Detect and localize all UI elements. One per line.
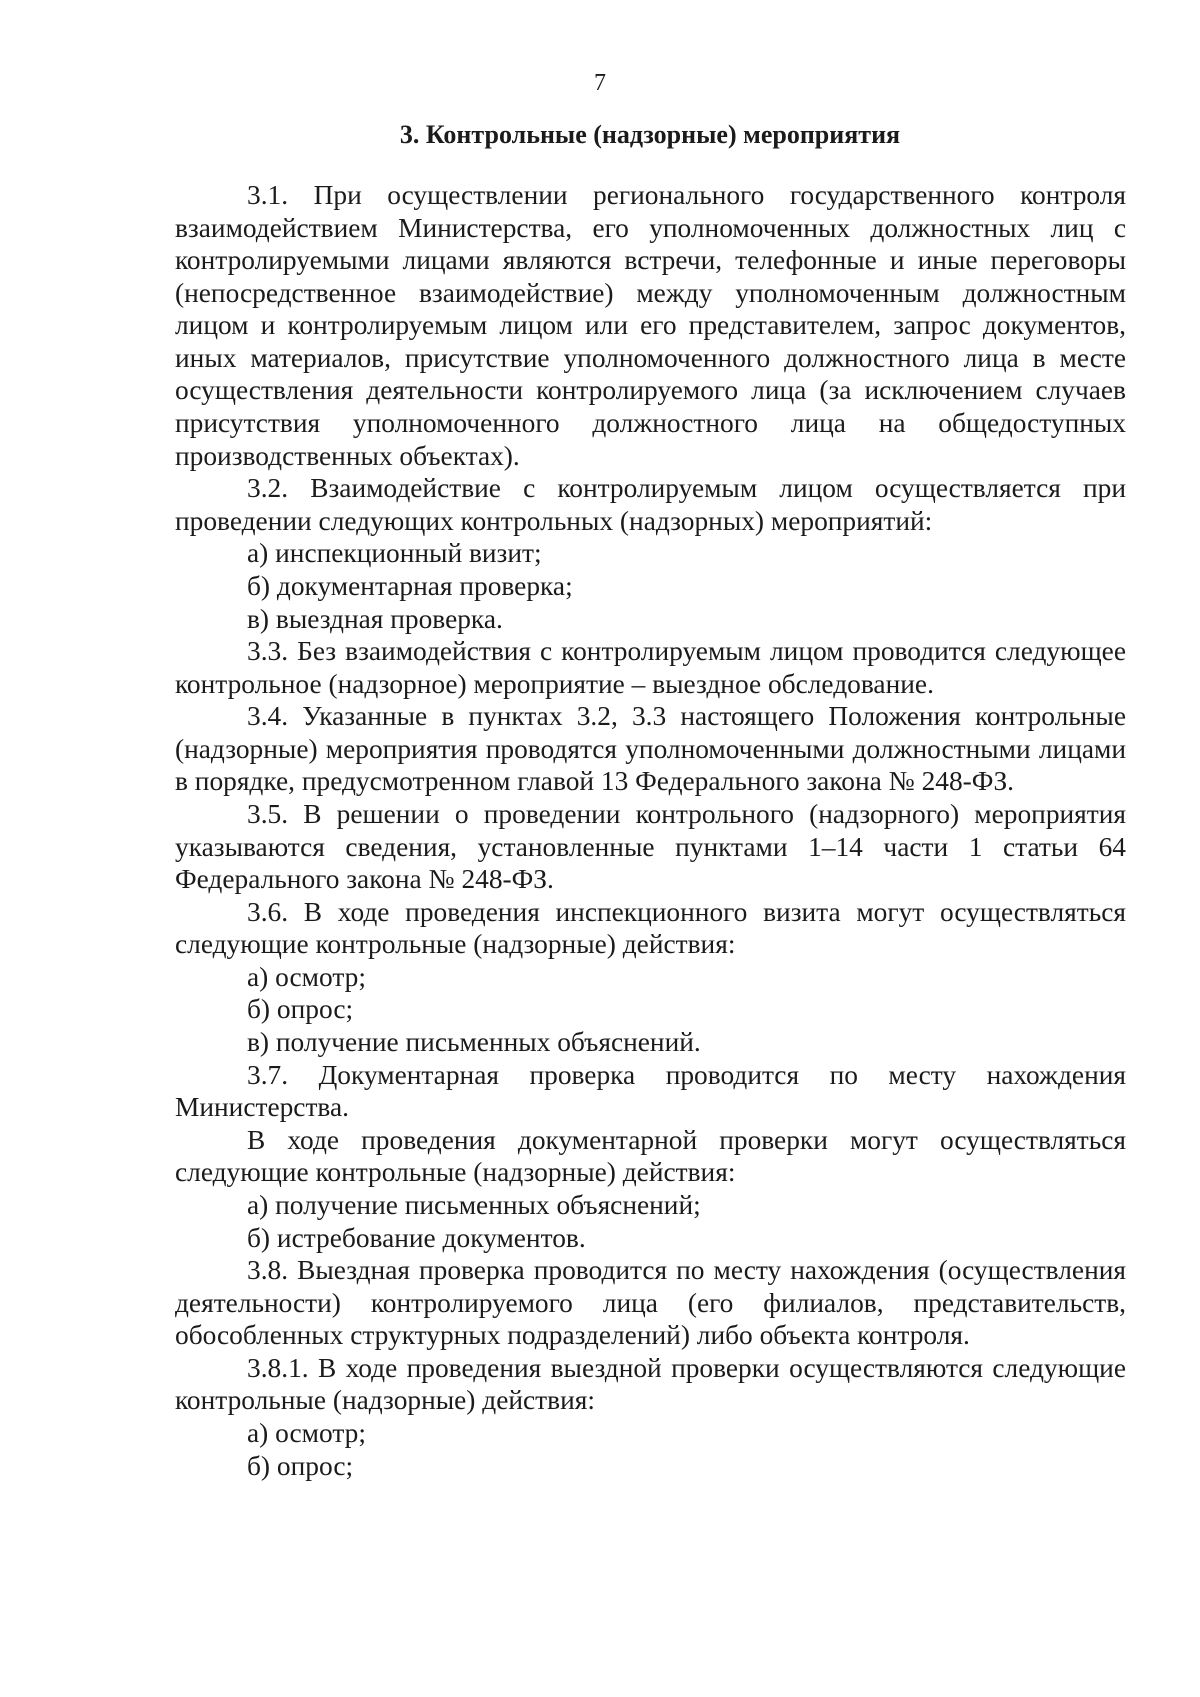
list-item: а) получение письменных объяснений;: [247, 1189, 701, 1220]
list-item: а) осмотр;: [247, 1417, 366, 1448]
paragraph: 3.7. Документарная проверка проводится по месту нахождения Министерства.: [175, 1059, 1126, 1123]
list-item: в) получение письменных объяснений.: [247, 1027, 701, 1058]
paragraph: 3.5. В решении о проведении контрольного (надзорного) мероприятия указываются сведения, установленные пунктами 1–14 части 1 статьи 64 Федерального закона № 248-ФЗ.: [175, 798, 1126, 895]
list-item: б) опрос;: [247, 994, 354, 1025]
list-item: в) выездная проверка.: [247, 603, 503, 634]
list-item: б) опрос;: [247, 1450, 354, 1481]
list-item: б) документарная проверка;: [247, 570, 573, 601]
paragraph: 3.4. Указанные в пунктах 3.2, 3.3 настоящего Положения контрольные (надзорные) мероприятия проводятся уполномоченными должностными лицами в порядке, предусмотренном главой 13 Федерального закона № 248-ФЗ.: [175, 701, 1126, 797]
paragraph: 3.6. В ходе проведения инспекционного визита могут осуществляться следующие контрольные (надзорные) действия:: [175, 896, 1126, 960]
paragraph: 3.2. Взаимодействие с контролируемым лицом осуществляется при проведении следующих контрольных (надзорных) мероприятий:: [175, 473, 1126, 536]
paragraph: 3.1. При осуществлении регионального государственного контроля взаимодействием Министерства, его уполномоченных должностных лиц с контролируемыми лицами являются встречи, телефонные и иные переговоры (непосредственное взаимодействие) между уполномоченным должностным лицом и контролируемым лицом или его представителем, запрос документов, иных материалов, присутствие уполномоченного должностного лица в месте осуществления деятельности контролируемого лица (за исключением случаев присутствия уполномоченного должностного лица на общедоступных производственных объектах).: [175, 180, 1126, 471]
section-heading: 3. Контрольные (надзорные) мероприятия: [399, 120, 901, 149]
page-number: 7: [594, 70, 606, 96]
list-item: б) истребование документов.: [247, 1222, 586, 1253]
document-body: [175, 179, 1126, 1482]
list-item: а) инспекционный визит;: [247, 538, 542, 569]
paragraph: 3.8. Выездная проверка проводится по месту нахождения (осуществления деятельности) контролируемого лица (его филиалов, представительств, обособленных структурных подразделений) либо объекта контроля.: [175, 1255, 1126, 1351]
list-item: а) осмотр;: [247, 961, 366, 992]
paragraph: 3.8.1. В ходе проведения выездной проверки осуществляются следующие контрольные (надзорные) действия:: [175, 1352, 1126, 1416]
paragraph: В ходе проведения документарной проверки могут осуществляться следующие контрольные (надзорные) действия:: [175, 1124, 1126, 1188]
paragraph: 3.3. Без взаимодействия с контролируемым лицом проводится следующее контрольное (надзорное) мероприятие – выездное обследование.: [175, 636, 1126, 699]
